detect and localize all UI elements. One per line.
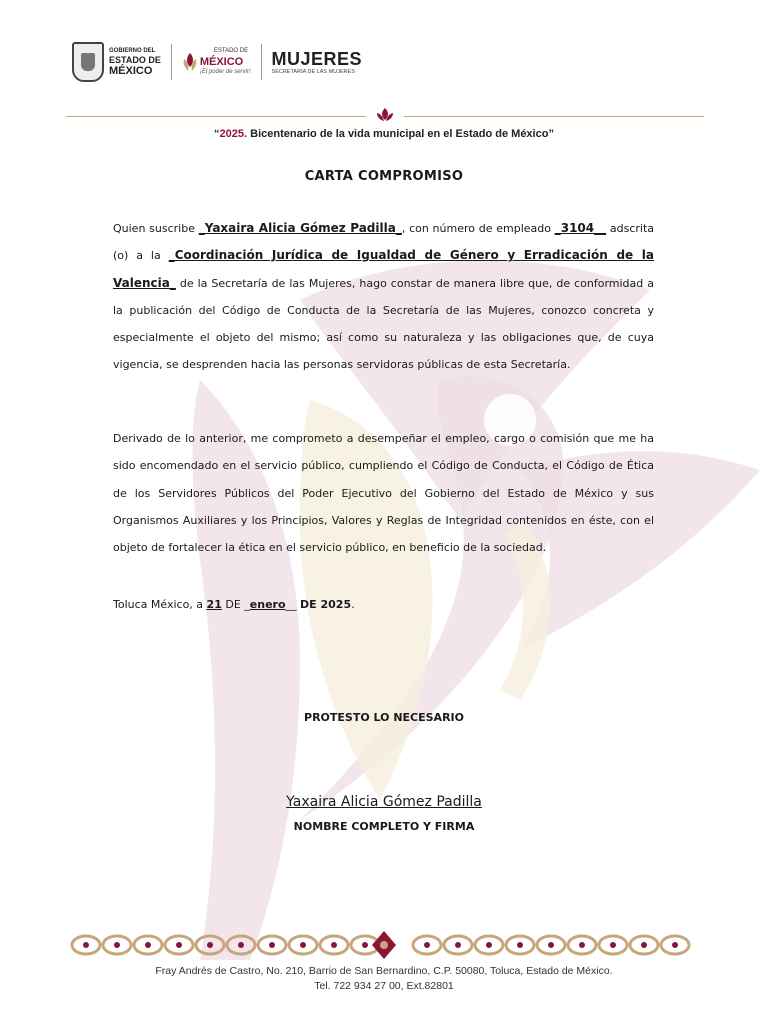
address-line-1: Fray Andrés de Castro, No. 210, Barrio de San Bernardino, C.P. 50080, Toluca, Estado de México. — [155, 965, 613, 977]
footer-ornament-dot — [145, 942, 151, 948]
mujeres-title: MUJERES — [271, 49, 363, 69]
signer-name: Yaxaira Alicia Gómez Padilla — [286, 794, 482, 810]
gob-line1: GOBIERNO DEL — [109, 47, 156, 54]
date-month-field: enero — [249, 598, 286, 611]
employee-name-field: _Yaxaira Alicia Gómez Padilla_ — [198, 221, 402, 235]
motto-text: Bicentenario de la vida municipal en el Estado de México” — [247, 128, 554, 140]
footer-ornament-dot — [207, 942, 213, 948]
motto-year: 2025. — [219, 128, 248, 140]
p1-text-2: , con número de empleado — [401, 222, 555, 235]
mexico-flower-icon — [182, 49, 198, 75]
mexico-estado-label: ESTADO DE — [213, 48, 249, 54]
gob-line2: ESTADO DE — [109, 54, 161, 65]
assigned-area-field: _Coordinación Jurídica de Igualdad de Género y Erradicación de la Valencia_ — [113, 248, 655, 290]
signature-block — [0, 794, 768, 810]
mujeres-subtitle: SECRETARÍA DE LAS MUJERES — [271, 69, 355, 75]
footer-address — [0, 964, 768, 994]
footer-ornament-dot — [579, 942, 585, 948]
motto-open-quote: “ — [214, 128, 220, 140]
date-line — [113, 598, 355, 611]
footer-ornament-dot — [424, 942, 430, 948]
date-text-3: __ — [285, 598, 301, 611]
flower-ornament-icon — [374, 106, 396, 124]
gob-line3: MÉXICO — [109, 64, 153, 77]
footer-ornament-dot — [238, 942, 244, 948]
footer-ornament-dot — [114, 942, 120, 948]
p1-text-3: adscrita (o) a la — [113, 222, 655, 263]
footer-ornament-dot — [83, 942, 89, 948]
protesto-heading: PROTESTO LO NECESARIO — [304, 711, 464, 724]
footer-ornament-dot — [610, 942, 616, 948]
footer-ornament-dot — [300, 942, 306, 948]
footer-ornament-dot — [548, 942, 554, 948]
footer-ornament-dot — [331, 942, 337, 948]
date-text-2: DE _ — [221, 598, 250, 611]
gobierno-edomex-logo — [72, 42, 161, 82]
signature-label: NOMBRE COMPLETO Y FIRMA — [293, 820, 475, 833]
date-year-field: DE 2025 — [300, 598, 352, 611]
footer-ornament-dot — [176, 942, 182, 948]
footer-ornament-dot — [641, 942, 647, 948]
footer-center-flower-dot — [380, 941, 388, 949]
date-day-field: 21 — [206, 598, 222, 611]
footer-ornament-dot — [486, 942, 492, 948]
header-logos — [72, 40, 362, 84]
footer-ornament-dot — [269, 942, 275, 948]
footer-ornament-dot — [517, 942, 523, 948]
footer-ornament-dot — [672, 942, 678, 948]
header-rule-left — [66, 116, 366, 117]
address-line-2: Tel. 722 934 27 00, Ext.82801 — [314, 980, 454, 992]
paragraph-2: Derivado de lo anterior, me comprometo a desempeñar el empleo, cargo o comisión que me ha sido encomendado en el servicio público, cumpliendo el Código de Conducta, el Código de Ética de los Servidores Públicos del Poder Ejecutivo del Gobierno del Estado de México y sus Organismos Auxiliares y los Principios, Valores y Reglas de Integridad contenidos en éste, con el objeto de fortalecer la ética en el servicio público, en beneficio de la sociedad. — [113, 432, 654, 555]
date-text-4: . — [351, 598, 355, 611]
header-divider — [261, 44, 262, 80]
mexico-name-label: MÉXICO — [199, 56, 244, 68]
footer-ornament-dot — [362, 942, 368, 948]
employee-number-field: _3104__ — [554, 221, 607, 235]
header-rule-right — [404, 116, 704, 117]
mujeres-logo — [272, 49, 363, 75]
date-text-1: Toluca México, a — [113, 598, 207, 611]
institutional-motto — [0, 128, 768, 140]
paragraph-1 — [113, 215, 654, 379]
footer-ornament-band — [70, 930, 698, 960]
mexico-tagline: ¡El poder de servir! — [199, 69, 251, 75]
p1-text-4: de la Secretaría de las Mujeres, hago constar de manera libre que, de conformidad a la publicación del Código de Conducta de la Secretaría de las Mujeres, conozco concreta y especialmente el objeto del mismo; así como su naturaleza y las obligaciones que, de cuya vigencia, se desprenden hacia las personas servidoras públicas de esta Secretaría. — [113, 276, 654, 372]
document-title: CARTA COMPROMISO — [304, 169, 464, 184]
p1-text-1: Quien suscribe — [113, 222, 199, 235]
coat-of-arms-icon — [72, 42, 104, 82]
footer-ornament-dot — [455, 942, 461, 948]
header-divider — [171, 44, 172, 80]
estado-mexico-logo — [182, 47, 251, 77]
